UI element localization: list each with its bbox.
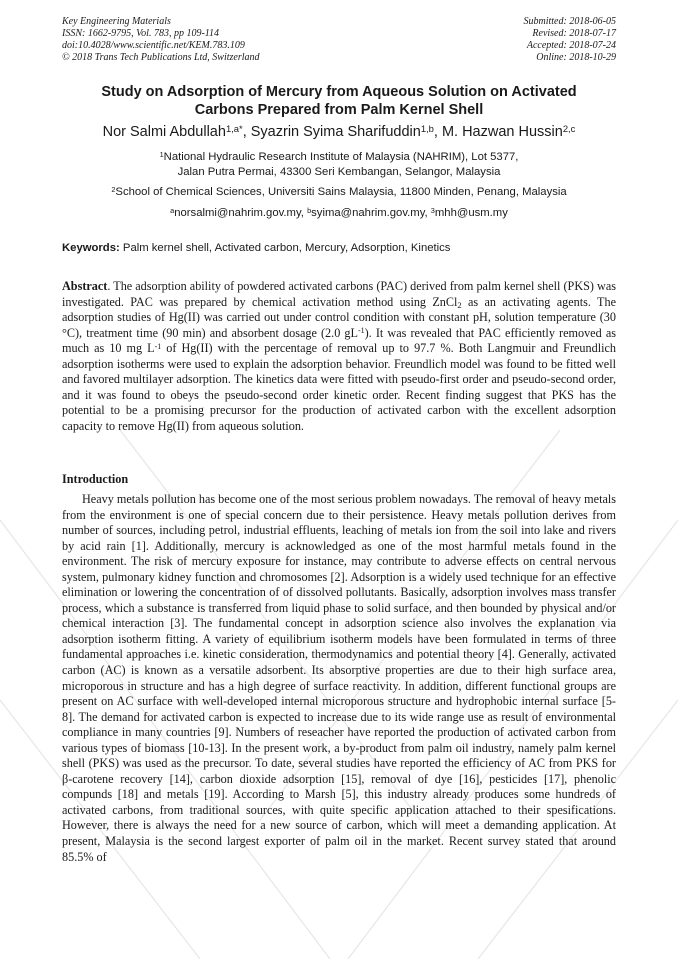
abstract-text-2: as an activating agents. The adsorption studies of Hg(II) was carried out under control condition with constant pH, solution temperature (30 °C), treatment time (90 min) and absorbent dosage (2.0 gL [62,294,616,340]
author-separator: , [433,124,442,140]
author-name: Syazrin Syima Sharifuddin [250,124,421,140]
email-mark: 3 [430,205,435,215]
journal-name: Key Engineering Materials [62,16,171,27]
affiliation-mark: 2 [111,184,116,194]
journal-copyright: © 2018 Trans Tech Publications Ltd, Switzerland [62,52,260,63]
author-superscript: 1,b [420,122,434,134]
abstract-superscript: -1 [154,341,162,351]
abstract-text-3: ). It was revealed that PAC efficiently removed as much as 10 mg L [62,325,616,356]
journal-doi: doi:10.4028/www.scientific.net/KEM.783.109 [62,40,245,51]
email-mark: a [170,205,175,215]
author-superscript: 2,c [562,122,576,134]
keywords-label: Keywords: [62,242,120,254]
journal-issn: ISSN: 1662-9795, Vol. 783, pp 109-114 [62,28,220,39]
keywords [62,241,616,256]
introduction-text: Heavy metals pollution has become one of the most serious problem nowadays. The removal of heavy metals from the environment is one of special concern due to their persistence. Heavy metals pollution derives from number of sources, including petrol, industrial effluents, leaching of metals ion from the soil into lake and rivers by acid rain [1]. Additionally, mercury is acknowledged as one of the most harmful metals found in the environment. The risk of mercury exposure for instance, may contribute to adverse effects on central nervous system, pulmonary kidney function and chromosomes [2]. Adsorption is a widely used technique for an effective elimination or lowering the concentration of of dissolved pollutants. Basically, adsorption involves mass transfer process, which a substance is transferred from liquid phase to solid surface, and then bounded by physical and/or chemical interaction [3]. The fundamental concept in adsorption science also involves the explanation via adsorption isotherm fitting. A variety of equilibrium isotherm models have been formulated in terms of three fundamental approaches i.e. kinetic consideration, thermodynamics and potential theory [4]. Generally, activated carbon (AC) is known as a versatile adsorbent. Its absorptive properties are due to their high surface area, microporous in structure and has a high degree of surface reactivity. In addition, different functional groups are present on AC surface with well-developed internal microporous structure and hydrophobic internal surface [5-8]. The demand for activated carbon is expected to increase due to its wide range use as result of environmental compliance in many countries [9]. Numbers of reseacher have reported the production of activated carbon from various types of biomass [10-13]. In the present work, a by-product from palm oil industry, namely palm kernel shell (PKS) was used as the precursor. To date, several studies have reported the efficiency of AC from PKS for β-carotene recovery [14], carbon dioxide adsorption [15], removal of dye [16], pesticides [17], phenolic compunds [18] and metals [19]. According to Marsh [5], this industry already produces some hundreds of activated carbons, from traditional sources, with quite specific application attached to their spesifications. However, there is always the need for a new source of carbon, which will meet a demanding application. At present, Malaysia is the second largest exporter of palm oil in the market. Recent survey stated that around 85.5% of [62,492,616,864]
affiliation-1 [40,150,638,180]
abstract-subscript: 2 [457,299,462,310]
author-superscript: 1,a* [225,122,243,134]
affiliation-mark: 1 [159,149,164,159]
author-list [20,123,658,141]
author-name: Nor Salmi Abdullah [102,124,226,140]
affiliation-2-line-1: School of Chemical Sciences, Universiti Sains Malaysia, 11800 Minden, Penang, Malaysia [115,186,567,198]
date-accepted: Accepted: 2018-07-24 [526,40,616,51]
email-c[interactable]: mhh@usm.my [434,207,508,219]
abstract-paragraph [62,279,616,434]
paper-title-line-1: Study on Adsorption of Mercury from Aqueous Solution on Activated [101,84,577,100]
abstract-text-4: of Hg(II) with the percentage of removal up to 97.7 %. Both Langmuir and Freundlich adsorption isotherms were used to explain the adsorption behavior. Freundlich model was found to be fitted well and favored multilayer adsorption. The kinetics data were fitted with pseudo-first order and pseudo-second order, and it was found to obeys the pseudo-second order kinetic order. Recent finding suggest that PKS has the potential to be a promising precursor for the production of activated carbon with the excellent adsorption capacity to remove Hg(II) from aqueous solution. [62,341,616,433]
email-a[interactable]: norsalmi@nahrim.gov.my, [174,207,308,219]
introduction-heading: Introduction [62,472,129,486]
paper-title [40,83,638,119]
date-revised: Revised: 2018-07-17 [532,28,616,39]
email-mark: b [307,205,312,215]
journal-header-right [524,16,617,64]
journal-header-left [62,16,260,64]
affiliation-1-line-2: Jalan Putra Permai, 43300 Seri Kembangan, Selangor, Malaysia [177,166,501,178]
affiliation-1-line-1: National Hydraulic Research Institute of Malaysia (NAHRIM), Lot 5377, [163,151,519,163]
keywords-text: Palm kernel shell, Activated carbon, Mercury, Adsorption, Kinetics [119,242,451,254]
abstract-superscript: -1 [357,326,365,336]
email-b[interactable]: syima@nahrim.gov.my, [311,207,431,219]
author-name: M. Hazwan Hussin [441,124,563,140]
abstract-text-1: . The adsorption ability of powdered activated carbons (PAC) derived from palm kernel shell (PKS) was investigated. PAC was prepared by chemical activation method using ZnCl [62,279,616,309]
paper-title-line-2: Carbons Prepared from Palm Kernel Shell [194,102,484,118]
affiliation-2 [40,185,638,200]
author-emails [40,206,638,221]
date-submitted: Submitted: 2018-06-05 [523,16,616,27]
date-online: Online: 2018-10-29 [536,52,616,63]
author-separator: , [242,124,251,140]
introduction-paragraph [62,492,616,865]
abstract-label: Abstract [62,279,108,293]
